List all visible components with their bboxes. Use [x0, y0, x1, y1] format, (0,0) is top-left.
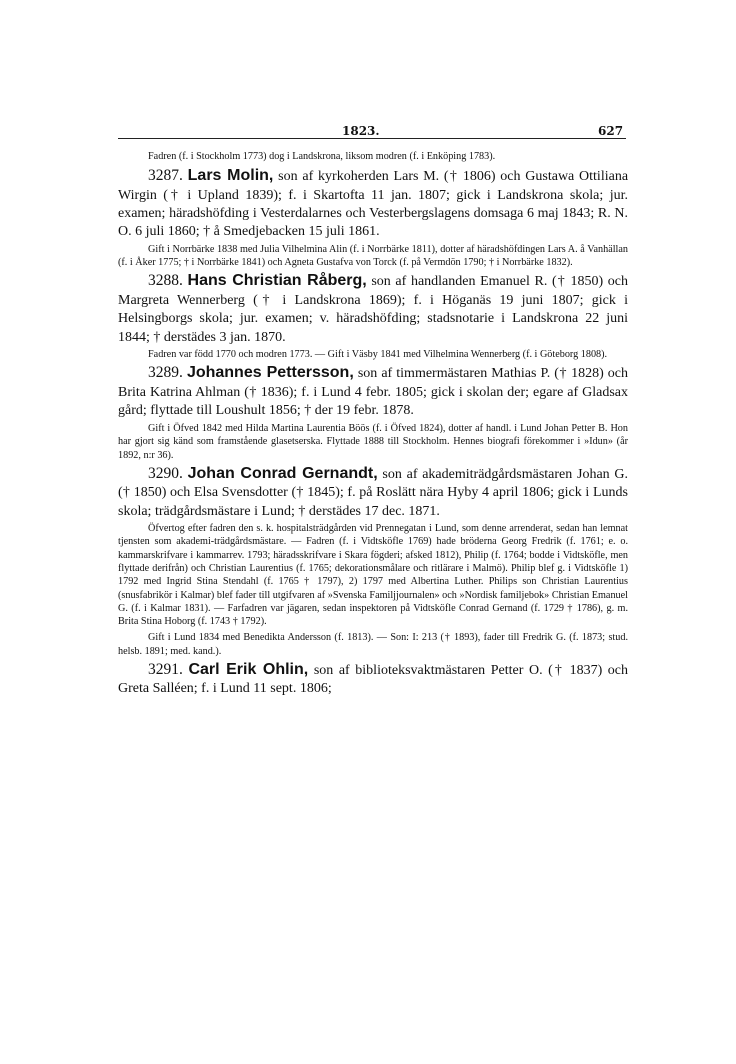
- entry-3291: [118, 661, 628, 699]
- entry-number: 3290.: [148, 464, 183, 482]
- entry-3288: [118, 272, 628, 361]
- entry-text: son af timmermästaren Mathias P. († 1828) och Brita Katrina Ahlman († 1836); f. i Lund 4 febr. 1805; gick i skolan der; egare af Gladsax gård; flyttade till Loushult 1856; † der 19 febr. 1878.: [118, 366, 629, 419]
- entry-note: Gift i Lund 1834 med Benedikta Andersson (f. 1813). — Son: I: 213 († 1893), fader till Fredrik G. (f. 1873; stud. helsb. 1891; med. kand.).: [118, 632, 628, 657]
- entry-main: [118, 272, 628, 347]
- page-header: [0, 124, 736, 144]
- entry-name: Hans Christian Råberg,: [187, 272, 367, 290]
- entry-note: Öfvertog efter fadren den s. k. hospitalsträdgården vid Prennegatan i Lund, som denne arrenderat, sedan han lemnat tjensten som akademi-trädgårdsmästare. — Fadren (f. i Vidtsköfle 1769) hade bröderna Georg Fredrik (f. 1761; e. o. kammarskrifvare i kammarrev. 1793; häradsskrifvare i Skara fögderi; afsked 1812), Philip (f. 1764; bodde i Vidtsköfle, men flyttade derifrån) och Christian Laurentius (f. 1765; dekorationsmålare och ritlärare i Malmö). Philip blef g. i Vidtsköfle 1) 1792 med Ingrid Stina Stendahl (f. 1765 † 1797), 2) 1797 med Albertina Luther. Philips son Christian Laurentius (snusfabrikör i Kalmar) blef fader till utgifvaren af »Svenska Familjjournalen» och »Nordisk familjebok» Christian Emanuel G. (f. i Kalmar 1831). — Farfadren var jägaren, sedan inspektoren på Vidtsköfle Conrad Gernand (f. 1729 † 1786), g. m. Brita Stina Hoborg (f. 1743 † 1792).: [118, 523, 628, 628]
- entry-name: Lars Molin,: [187, 167, 274, 185]
- entry-note: Gift i Öfved 1842 med Hilda Martina Laurentia Böös (f. i Öfved 1824), dotter af handl. i Lund Johan Petter B. Hon har gjort sig känd som framstående glasetserska. Flyttade 1888 till Stockholm. Hennes biografi förekommer i »Idun» (år 1892, n:r 36).: [118, 422, 628, 461]
- intro-note: Fadren (f. i Stockholm 1773) dog i Landskrona, liksom modren (f. i Enköping 1783).: [148, 151, 496, 162]
- entry-3290: [118, 465, 628, 658]
- entry-number: 3289.: [148, 364, 183, 382]
- entry-note: Gift i Norrbärke 1838 med Julia Vilhelmina Alin (f. i Norrbärke 1811), dotter af häradshöfdingen Lars A. å Vanhällan (f. i Åker 1775; † i Norrbärke 1841) och Agneta Gustafva von Torck (f. på Vermdön 1790; † i Norrbärke 1832).: [118, 243, 628, 268]
- page-content: [118, 150, 628, 699]
- entry-number: 3287.: [148, 167, 183, 185]
- entry-number: 3291.: [148, 661, 183, 679]
- entry-number: 3288.: [148, 272, 183, 290]
- entry-text: son af akademiträdgårdsmästaren Johan G. († 1850) och Elsa Svensdotter († 1845); f. på Roslätt nära Hyby 4 april 1806; gick i Lunds skola; trädgårdsmästare i Lund; † derstädes 17 dec. 1871.: [118, 466, 629, 519]
- entry-text: son af biblioteksvaktmästaren Petter O. († 1837) och Greta Salléen; f. i Lund 11 sept. 1806;: [118, 663, 629, 697]
- entry-3287: [118, 167, 628, 269]
- entry-name: Carl Erik Ohlin,: [188, 661, 309, 679]
- entry-name: Johannes Pettersson,: [186, 364, 354, 382]
- entry-note: Fadren var född 1770 och modren 1773. — Gift i Väsby 1841 med Vilhelmina Wennerberg (f. i Göteborg 1808).: [148, 349, 608, 361]
- entry-3289: [118, 364, 628, 461]
- entry-main: [118, 364, 628, 421]
- header-year: 1823.: [342, 124, 380, 138]
- header-rule: [118, 138, 626, 139]
- entry-text: son af kyrkoherden Lars M. († 1806) och Gustawa Ottiliana Wirgin († i Upland 1839); f. i Skartofta 11 jan. 1807; gick i Landskrona skola; jur. examen; häradshöfding i Vesterdalarnes och Vesterbergslagens domsaga 6 maj 1843; R. N. O. 6 juli 1860; † å Smedjebacken 15 juli 1861.: [118, 169, 629, 240]
- entry-text: son af handlanden Emanuel R. († 1850) och Margreta Wennerberg († i Landskrona 1869); f. i Höganäs 19 juni 1807; gick i Helsingborgs skola; jur. examen; v. häradshöfding; stadsnotarie i Landskrona 22 juni 1844; † derstädes 3 jan. 1870.: [118, 274, 629, 345]
- entry-main: [118, 661, 628, 699]
- page-number: 627: [598, 124, 624, 138]
- entry-main: [118, 465, 628, 521]
- entry-name: Johan Conrad Gernandt,: [187, 464, 378, 482]
- entry-main: [118, 167, 628, 241]
